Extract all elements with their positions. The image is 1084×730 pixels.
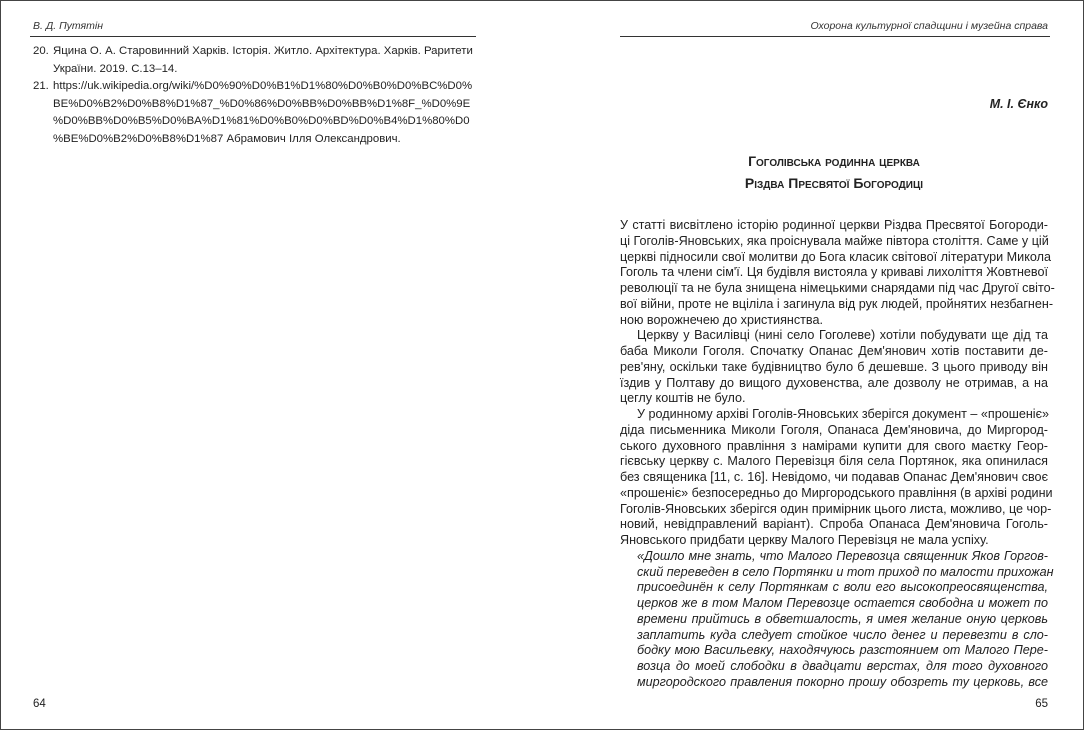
right-page: [541, 0, 1084, 730]
text-line: новий, невідправлений варіант). Спроба Опанаса Дем'яновича Гоголь-: [620, 517, 1048, 532]
text-line: революції та не була знищена німецькими снарядами під час Другої світо-: [620, 281, 1055, 295]
text-line: миргородского правления покорно прошу обозреть ту церковь, все: [637, 674, 1048, 689]
paragraph: [620, 407, 1053, 549]
title-line: Гоголівська родинна церква: [748, 153, 920, 169]
text-line: Яновського придбати церкву Малого Перевізця не мала успіху.: [620, 533, 989, 547]
text-line: рев'яну, оскільки таке будівництво було б дешевше. З цього приводу він: [620, 359, 1048, 374]
reference-line: BE%D0%B2%D0%B8%D1%87_%D0%86%D0%BB%D0%BB%D1%8F_%D0%9E: [53, 97, 471, 110]
text-line: заплатить куда следует стойкое число денег и перевезти в сло-: [637, 627, 1048, 642]
reference-list: [33, 43, 473, 148]
text-line: баба Миколи Гоголя. Спочатку Опанас Дем'янович хотів поставити де-: [620, 344, 1048, 358]
text-line: времени прийтись в обветшалость, я имея желание оную церковь: [637, 611, 1048, 626]
article-title: [541, 150, 1084, 194]
paragraph: [620, 218, 1055, 328]
text-line: «прошеніє» безпосередньо до Миргородського правління (в архіві родини: [620, 485, 1053, 500]
header-rule: [620, 36, 1050, 37]
text-line: У статті висвітлено історію родинної церкви Різдва Пресвятої Богороди-: [620, 218, 1048, 232]
text-line: вої війни, проте не вціліла і загинула від рук людей, пройнятих незбагнен-: [620, 296, 1054, 311]
running-header-right: Охорона культурної спадщини і музейна справа: [810, 20, 1048, 32]
text-line: У родинному архіві Гоголів-Яновських зберігся документ – «прошеніє»: [637, 407, 1050, 421]
reference-number: 21.: [33, 80, 49, 92]
text-line: ського духовного правління з намірами купити для свого маєтку Геор-: [620, 438, 1048, 453]
reference-line: %D0%BB%D0%B5%D0%BA%D1%81%D0%B0%D0%BD%D0%B4%D1%80%D0: [53, 115, 470, 127]
header-rule: [30, 36, 476, 37]
article-author: М. І. Єнко: [989, 97, 1048, 111]
title-line: Різдва Пресвятої Богородиці: [744, 175, 924, 191]
text-line: ці Гоголів-Яновських, яка проіснувала майже півтора століття. Саме у цій: [620, 233, 1049, 248]
text-line: присоединён к селу Портянкам с воли его высокопреосвященства,: [637, 580, 1048, 595]
text-line: діда письменника Миколи Гоголя, Опанаса Дем'яновича, до Миргород-: [620, 422, 1048, 437]
page-number-left: 64: [33, 698, 46, 710]
running-header-left: В. Д. Путятін: [33, 20, 104, 32]
text-line: ский переведен в село Портянки и тот приход по малости прихожан: [637, 564, 1054, 579]
text-line: без священика [11, с. 16]. Невідомо, чи подавав Опанас Дем'янович своє: [620, 470, 1048, 484]
text-line: Гоголів-Яновських зберігся один примірник цього листа, можливо, це чор-: [620, 501, 1052, 516]
text-line: ною ворожнечею до християнства.: [620, 312, 823, 327]
text-line: «Дошло мне знать, что Малого Перевозца священник Яков Горгов-: [637, 548, 1048, 563]
reference-line: %BE%D0%B2%D0%B8%D1%87 Абрамович Ілля Олександрович.: [53, 132, 401, 145]
article-body: [620, 218, 1055, 691]
text-line: їздив у Полтаву до вищого духовенства, але дозволу не отримав, а на: [620, 375, 1048, 390]
text-line: бодку мою Васильевку, находячуюсь разстоянием от Малого Пере-: [637, 643, 1048, 658]
paragraph: [620, 328, 1048, 407]
text-line: возца до моей слободки в двадцати верстах, для того духовного: [637, 659, 1048, 673]
reference-line: Яцина О. А. Старовинний Харків. Історія. Житло. Архітектура. Харків. Раритети: [53, 45, 473, 57]
reference-line: України. 2019. С.13–14.: [53, 62, 178, 75]
reference-item: [33, 78, 473, 148]
text-line: церков же в том Малом Перевозце остается свободна и может по: [637, 596, 1048, 610]
text-line: церкві підносили свої молитви до Бога класик світової літератури Микола: [620, 249, 1051, 264]
paragraph: [620, 548, 1054, 691]
reference-item: [33, 43, 473, 78]
page-number-right: 65: [1035, 698, 1048, 710]
text-line: гієвську церкву с. Малого Перевізця біля села Портянок, яка опинилася: [620, 454, 1048, 469]
text-line: Церкву у Василівці (нині село Гоголеве) хотіли побудувати ще дід та: [637, 328, 1048, 343]
reference-line: https://uk.wikipedia.org/wiki/%D0%90%D0%B1%D1%80%D0%B0%D0%BC%D0%: [53, 80, 473, 92]
text-line: Гоголь та члени сім'ї. Ця будівля вистояла у криваві лихоліття Жовтневої: [620, 265, 1048, 280]
left-page: [0, 0, 541, 730]
reference-number: 20.: [33, 45, 49, 57]
text-line: цеглу коштів не було.: [620, 391, 746, 406]
